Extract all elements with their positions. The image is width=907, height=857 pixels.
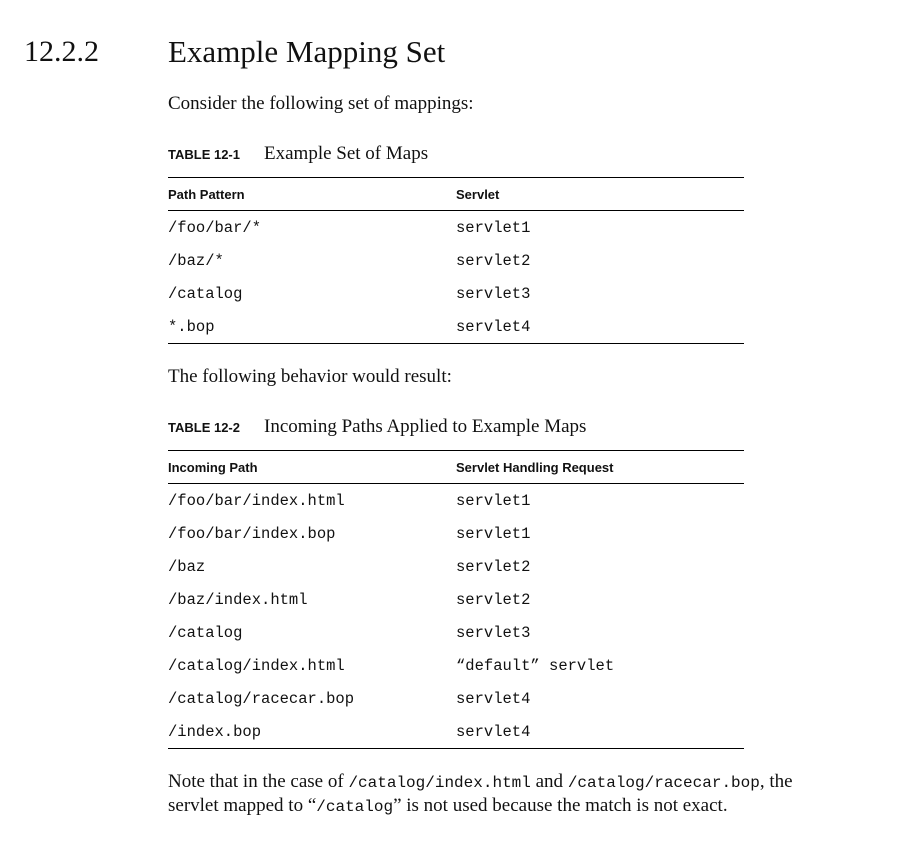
table-row: [168, 682, 744, 715]
table-cell-path: /catalog/index.html: [168, 656, 345, 675]
note-code-path: /catalog: [316, 798, 394, 816]
table-cell-path: /foo/bar/index.html: [168, 491, 345, 510]
table-cell-path: /index.bop: [168, 722, 262, 741]
behavior-paragraph: The following behavior would result:: [168, 366, 452, 387]
table-cell-path: /catalog: [168, 623, 243, 642]
table-row: [168, 649, 744, 682]
note-text: Note that in the case of: [168, 771, 349, 792]
table1-caption: [168, 142, 428, 167]
table1-header-servlet: Servlet: [456, 178, 744, 211]
table-cell-servlet: servlet2: [456, 557, 531, 576]
table-cell-path: /baz/*: [168, 251, 224, 270]
table-cell-servlet: servlet3: [456, 623, 531, 642]
note-text: and: [530, 771, 568, 792]
table1-header-path-pattern: Path Pattern: [168, 178, 456, 211]
table1-title: Example Set of Maps: [264, 143, 429, 164]
table1: [168, 177, 744, 344]
section-title: Example Mapping Set: [168, 34, 446, 69]
note-code-path: /catalog/index.html: [348, 774, 531, 792]
table-row: [168, 277, 744, 310]
table-cell-servlet: “default” servlet: [456, 656, 615, 675]
table-row: [168, 583, 744, 616]
note-code-path: /catalog/racecar.bop: [567, 774, 760, 792]
table2-label: TABLE 12-2: [168, 420, 240, 435]
table1-header-row: [168, 178, 744, 211]
table-cell-servlet: servlet4: [456, 689, 531, 708]
table2-caption: [168, 415, 586, 440]
table2: [168, 450, 744, 749]
table-cell-servlet: servlet1: [456, 491, 531, 510]
table-cell-servlet: servlet3: [456, 284, 531, 303]
table-cell-path: /catalog: [168, 284, 243, 303]
note-text: ” is not used because the match is not exact.: [393, 795, 728, 816]
table-cell-path: /foo/bar/index.bop: [168, 524, 336, 543]
table1-label: TABLE 12-1: [168, 147, 240, 162]
table-cell-servlet: servlet4: [456, 317, 531, 336]
table-row: [168, 517, 744, 550]
section-number: 12.2.2: [24, 35, 99, 68]
table-row: [168, 550, 744, 583]
table-row: [168, 616, 744, 649]
table2-header-incoming-path: Incoming Path: [168, 451, 456, 484]
table-cell-servlet: servlet1: [456, 218, 531, 237]
table-row: [168, 211, 744, 245]
note-paragraph-line2: [168, 794, 728, 819]
table-cell-path: /baz/index.html: [168, 590, 308, 609]
table-cell-servlet: servlet1: [456, 524, 531, 543]
note-paragraph-line1: [168, 770, 793, 795]
table2-header-servlet-handling: Servlet Handling Request: [456, 451, 744, 484]
table-row: [168, 484, 744, 518]
note-text: servlet mapped to “: [168, 795, 317, 816]
table-cell-path: /baz: [168, 557, 206, 576]
intro-paragraph: Consider the following set of mappings:: [168, 93, 474, 114]
table-cell-servlet: servlet4: [456, 722, 531, 741]
table-cell-path: /foo/bar/*: [168, 218, 262, 237]
table2-header-row: [168, 451, 744, 484]
table2-title: Incoming Paths Applied to Example Maps: [264, 416, 587, 437]
table-cell-path: /catalog/racecar.bop: [168, 689, 355, 708]
table-row: [168, 715, 744, 749]
table-cell-servlet: servlet2: [456, 251, 531, 270]
table-row: [168, 244, 744, 277]
table-cell-path: *.bop: [168, 317, 215, 336]
note-text: , the: [759, 771, 793, 792]
table-cell-servlet: servlet2: [456, 590, 531, 609]
table-row: [168, 310, 744, 344]
